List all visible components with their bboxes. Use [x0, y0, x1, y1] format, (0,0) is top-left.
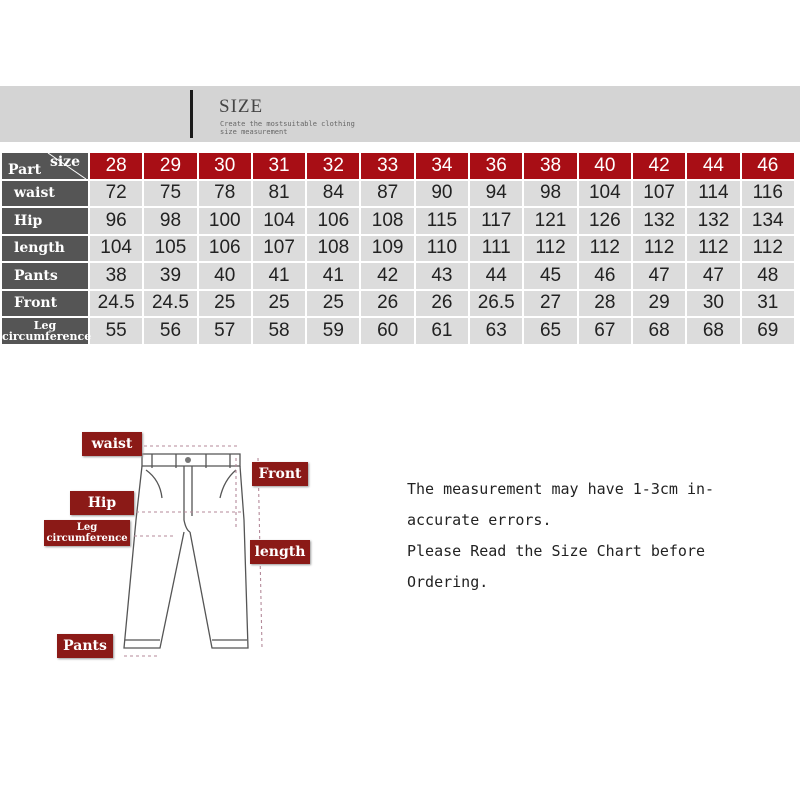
table-cell: 112 [524, 236, 576, 262]
size-header-cell: 38 [524, 153, 576, 179]
row-label-hip: Hip [2, 208, 88, 234]
table-cell: 31 [742, 291, 794, 317]
table-cell: 67 [579, 318, 631, 344]
table-cell: 26 [361, 291, 413, 317]
note-line: Ordering. [407, 573, 489, 591]
size-header-cell: 28 [90, 153, 142, 179]
table-cell: 121 [524, 208, 576, 234]
banner-title: SIZE [219, 96, 264, 117]
table-row-pants [2, 263, 794, 289]
diagram-label-leg-circumference [44, 520, 130, 546]
table-cell: 116 [742, 181, 794, 207]
size-banner [0, 86, 800, 142]
table-cell: 25 [253, 291, 305, 317]
table-cell: 81 [253, 181, 305, 207]
table-cell: 105 [144, 236, 196, 262]
table-cell: 106 [199, 236, 251, 262]
table-cell: 41 [307, 263, 359, 289]
row-label-length: length [2, 236, 88, 262]
table-cell: 78 [199, 181, 251, 207]
row-label-waist: waist [2, 181, 88, 207]
table-cell: 112 [633, 236, 685, 262]
table-cell: 112 [687, 236, 739, 262]
row-label-pants: Pants [2, 263, 88, 289]
table-cell: 65 [524, 318, 576, 344]
banner-divider [190, 90, 193, 138]
table-cell: 98 [144, 208, 196, 234]
table-cell: 56 [144, 318, 196, 344]
table-cell: 59 [307, 318, 359, 344]
table-cell: 109 [361, 236, 413, 262]
size-header-cell: 33 [361, 153, 413, 179]
table-cell: 106 [307, 208, 359, 234]
corner-size-label: size [49, 154, 80, 170]
table-cell: 134 [742, 208, 794, 234]
table-cell: 42 [361, 263, 413, 289]
table-cell: 94 [470, 181, 522, 207]
table-cell: 47 [687, 263, 739, 289]
table-cell: 24.5 [144, 291, 196, 317]
corner-cell [2, 153, 88, 179]
row-label-leg-circumference [2, 318, 92, 344]
table-cell: 24.5 [90, 291, 142, 317]
table-cell: 110 [416, 236, 468, 262]
diagram-label-pants: Pants [57, 634, 113, 658]
table-cell: 68 [687, 318, 739, 344]
table-cell: 96 [90, 208, 142, 234]
table-cell: 47 [633, 263, 685, 289]
diagram-label-leg-line1: Leg [76, 522, 98, 533]
table-row-front [2, 291, 794, 317]
note-line: accurate errors. [407, 511, 552, 529]
table-cell: 28 [579, 291, 631, 317]
table-cell: 39 [144, 263, 196, 289]
size-header-row [2, 153, 794, 179]
row-label-leg-line1: Leg [33, 318, 57, 332]
table-cell: 40 [199, 263, 251, 289]
table-cell: 72 [90, 181, 142, 207]
table-row-hip [2, 208, 794, 234]
diagram-label-front: Front [252, 462, 308, 486]
table-row-length [2, 236, 794, 262]
table-cell: 114 [687, 181, 739, 207]
table-cell: 98 [524, 181, 576, 207]
table-row-leg-circumference [2, 318, 794, 344]
table-cell: 25 [199, 291, 251, 317]
note-line: The measurement may have 1-3cm in- [407, 480, 715, 498]
table-cell: 107 [633, 181, 685, 207]
table-cell: 27 [524, 291, 576, 317]
table-cell: 45 [524, 263, 576, 289]
table-cell: 132 [687, 208, 739, 234]
table-cell: 26.5 [470, 291, 522, 317]
banner-subtitle-2: size measurement [220, 128, 288, 136]
table-cell: 48 [742, 263, 794, 289]
size-header-cell: 46 [742, 153, 794, 179]
banner-subtitle-1: Create the mostsuitable clothing [220, 120, 355, 128]
table-cell: 58 [253, 318, 305, 344]
table-cell: 104 [90, 236, 142, 262]
size-header-cell: 30 [199, 153, 251, 179]
row-label-leg-line2: circumference [2, 329, 92, 343]
diagram-label-leg-line2: circumference [46, 533, 128, 544]
table-cell: 108 [307, 236, 359, 262]
table-cell: 100 [199, 208, 251, 234]
table-cell: 68 [633, 318, 685, 344]
size-header-cell: 44 [687, 153, 739, 179]
table-cell: 55 [90, 318, 142, 344]
diagram-label-waist: waist [82, 432, 142, 456]
table-cell: 30 [687, 291, 739, 317]
size-header-cell: 40 [579, 153, 631, 179]
note-line: Please Read the Size Chart before [407, 542, 706, 560]
size-header-cell: 31 [253, 153, 305, 179]
table-cell: 112 [742, 236, 794, 262]
table-cell: 29 [633, 291, 685, 317]
table-cell: 84 [307, 181, 359, 207]
table-cell: 90 [416, 181, 468, 207]
table-cell: 104 [579, 181, 631, 207]
table-cell: 38 [90, 263, 142, 289]
table-cell: 111 [470, 236, 522, 262]
size-chart-table [0, 151, 796, 346]
table-cell: 112 [579, 236, 631, 262]
table-cell: 61 [416, 318, 468, 344]
table-cell: 26 [416, 291, 468, 317]
table-cell: 69 [742, 318, 794, 344]
row-label-front: Front [2, 291, 88, 317]
corner-part-label: Part [8, 161, 42, 178]
size-header-cell: 42 [633, 153, 685, 179]
table-cell: 60 [361, 318, 413, 344]
measurement-note [407, 474, 787, 598]
size-header-cell: 34 [416, 153, 468, 179]
table-cell: 107 [253, 236, 305, 262]
table-cell: 63 [470, 318, 522, 344]
table-cell: 43 [416, 263, 468, 289]
table-cell: 41 [253, 263, 305, 289]
size-header-cell: 29 [144, 153, 196, 179]
table-cell: 115 [416, 208, 468, 234]
table-cell: 132 [633, 208, 685, 234]
table-cell: 75 [144, 181, 196, 207]
table-cell: 46 [579, 263, 631, 289]
table-cell: 108 [361, 208, 413, 234]
table-cell: 57 [199, 318, 251, 344]
table-cell: 117 [470, 208, 522, 234]
table-cell: 25 [307, 291, 359, 317]
table-cell: 126 [579, 208, 631, 234]
size-header-cell: 32 [307, 153, 359, 179]
table-row-waist [2, 181, 794, 207]
table-cell: 87 [361, 181, 413, 207]
table-cell: 44 [470, 263, 522, 289]
diagram-label-hip: Hip [70, 491, 134, 515]
size-header-cell: 36 [470, 153, 522, 179]
diagram-label-length: length [250, 540, 310, 564]
table-cell: 104 [253, 208, 305, 234]
